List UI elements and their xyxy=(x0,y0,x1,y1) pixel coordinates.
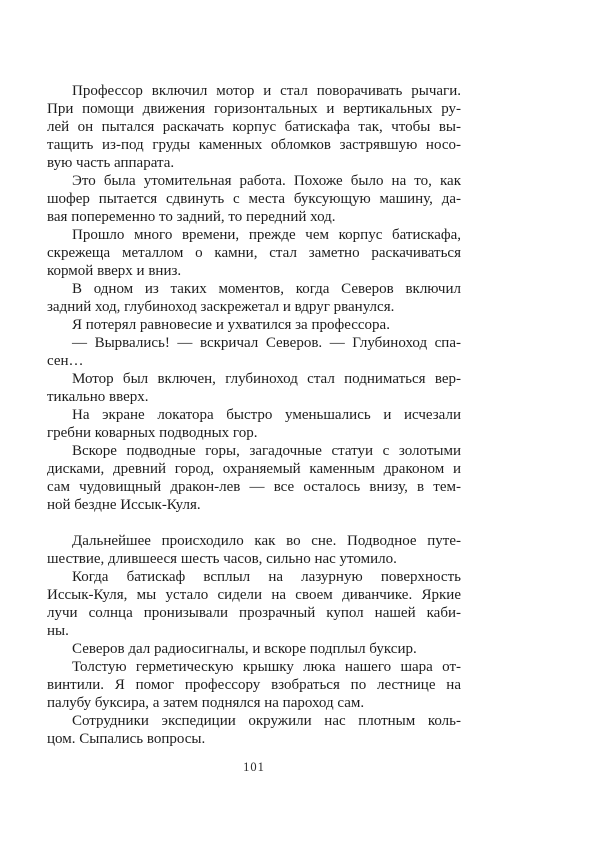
text-line: Иссык-Куля, мы устало сидели на своем диванчике. Яркие xyxy=(47,587,461,603)
paragraph xyxy=(47,406,461,442)
text-line: кормой вверх и вниз. xyxy=(47,263,182,279)
text-line: При помощи движения горизонтальных и вертикальных ру- xyxy=(47,101,461,117)
paragraph xyxy=(47,532,461,568)
paragraph xyxy=(47,712,461,748)
text-line: ны. xyxy=(47,623,69,639)
text-line: лучи солнца пронизывали прозрачный купол нашей каби- xyxy=(47,605,461,621)
text-line: На экране локатора быстро уменьшались и исчезали xyxy=(72,407,461,423)
paragraph xyxy=(47,226,461,280)
paragraph xyxy=(47,640,461,658)
text-line: винтили. Я помог профессору взобраться по лестнице на xyxy=(47,677,461,693)
text-line: цом. Сыпались вопросы. xyxy=(47,731,206,747)
text-line: Профессор включил мотор и стал поворачивать рычаги. xyxy=(72,83,461,99)
paragraph xyxy=(47,82,461,172)
text-line: сен… xyxy=(47,353,84,369)
text-line: В одном из таких моментов, когда Северов включил xyxy=(72,281,461,297)
paragraph xyxy=(47,280,461,316)
page-text xyxy=(47,82,461,748)
paragraph xyxy=(47,370,461,406)
text-line: Дальнейшее происходило как во сне. Подводное путе- xyxy=(72,533,461,549)
text-line: шофер пытается сдвинуть с места буксующую машину, да- xyxy=(47,191,461,207)
page-number: 101 xyxy=(243,760,265,774)
paragraph xyxy=(47,658,461,712)
text-line: Когда батискаф всплыл на лазурную поверхность xyxy=(72,569,461,585)
text-line: палубу буксира, а затем поднялся на пароход сам. xyxy=(47,695,365,711)
paragraph xyxy=(47,442,461,514)
text-line: ной бездне Иссык-Куля. xyxy=(47,497,201,513)
paragraph xyxy=(47,316,461,334)
text-line: сам чудовищный дракон-лев — все осталось внизу, в тем- xyxy=(47,479,461,495)
text-line: дисками, древний город, охраняемый каменным драконом и xyxy=(47,461,461,477)
text-line: тикально вверх. xyxy=(47,389,149,405)
text-line: лей он пытался раскачать корпус батискафа так, чтобы вы- xyxy=(47,119,461,135)
text-line: тащить из-под груды каменных обломков застрявшую носо- xyxy=(47,137,461,153)
text-line: Я потерял равновесие и ухватился за профессора. xyxy=(72,317,390,333)
text-line: — Вырвались! — вскричал Северов. — Глубиноход спа- xyxy=(72,335,461,351)
text-line: Сотрудники экспедиции окружили нас плотным коль- xyxy=(72,713,461,729)
text-line: скрежеща металлом о камни, стал заметно раскачиваться xyxy=(47,245,461,261)
text-line: Мотор был включен, глубиноход стал подниматься вер- xyxy=(72,371,461,387)
text-line: Толстую герметическую крышку люка нашего шара от- xyxy=(72,659,461,675)
text-line: Вскоре подводные горы, загадочные статуи с золотыми xyxy=(72,443,461,459)
text-line: вая попеременно то задний, то передний ход. xyxy=(47,209,336,225)
paragraph xyxy=(47,334,461,370)
text-line: шествие, длившееся шесть часов, сильно нас утомило. xyxy=(47,551,397,567)
text-line: Северов дал радиосигналы, и вскоре подплыл буксир. xyxy=(72,641,417,657)
text-line: задний ход, глубиноход заскрежетал и вдруг рванулся. xyxy=(47,299,395,315)
text-line: гребни коварных подводных гор. xyxy=(47,425,258,441)
text-line: вую часть аппарата. xyxy=(47,155,175,171)
paragraph xyxy=(47,172,461,226)
text-line: Прошло много времени, прежде чем корпус батискафа, xyxy=(72,227,461,243)
paragraph xyxy=(47,568,461,640)
text-line: Это была утомительная работа. Похоже было на то, как xyxy=(72,173,461,189)
